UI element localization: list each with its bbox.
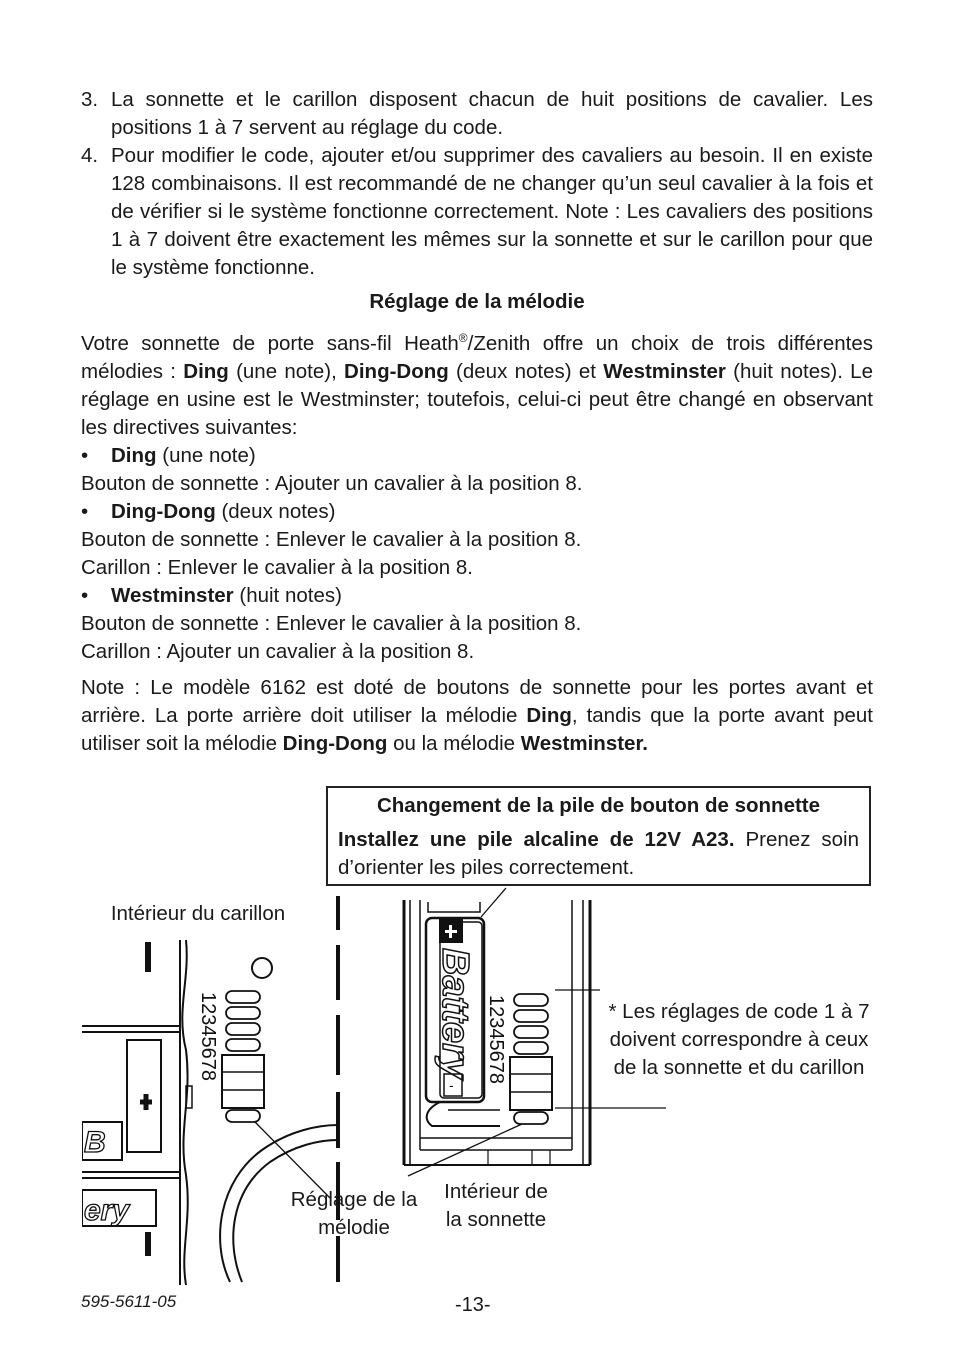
button-jumper-numbers: 12345678 <box>485 995 507 1084</box>
option-line: Bouton de sonnette : Enlever le cavalier à la position 8. <box>81 527 582 551</box>
button-interior-label: Intérieur de la sonnette <box>444 1180 548 1231</box>
bullet-icon: • <box>81 583 89 607</box>
code-note-label: * Les réglages de code 1 à 7 doivent correspondre à ceux de la sonnette et du carillon <box>608 1000 870 1079</box>
melody-option-ding-dong: • Ding-Dong (deux notes) Bouton de sonnette : Enlever le cavalier à la position 8. Carillon : Enlever le cavalier à la position 8. <box>81 498 873 582</box>
option-line: Carillon : Enlever le cavalier à la position 8. <box>81 555 473 579</box>
bullet-icon: • <box>81 499 89 523</box>
plus-terminal-icon <box>439 919 463 943</box>
step-text: Pour modifier le code, ajouter et/ou supprimer des cavaliers au besoin. Il en existe 128 combinaisons. Il est recommandé de ne changer qu’un seul cavalier à la fois et de vérifier si le système fonctionne correctement. Note : Les cavaliers des positions 1 à 7 doivent être exactement les mêmes sur la sonnette et sur le carillon pour que le système fonctionne. <box>111 144 873 279</box>
melody-intro: Votre sonnette de porte sans-fil Heath®/Zenith offre un choix de trois différentes mélodies : Ding (une note), Ding-Dong (deux notes) et Westminster (huit notes). Le réglage en usine est le Westminster; toutefois, celui-ci peut être changé en observant les directives suivantes: <box>81 331 873 439</box>
battery-replacement-box <box>326 786 871 886</box>
battery-label: Battery <box>434 948 476 1079</box>
option-line: Bouton de sonnette : Ajouter un cavalier à la position 8. <box>81 471 583 495</box>
step-number: 3. <box>81 88 99 111</box>
melody-option-westminster: • Westminster (huit notes) Bouton de sonnette : Enlever le cavalier à la position 8. Carillon : Ajouter un cavalier à la position 8. <box>81 582 873 666</box>
bullet-icon: • <box>81 443 89 467</box>
step-number: 4. <box>81 144 99 167</box>
battery-fragment-b: B <box>84 1126 106 1159</box>
melody-section-title: Réglage de la mélodie <box>369 290 585 313</box>
page-number: -13- <box>455 1294 491 1316</box>
option-line: Carillon : Ajouter un cavalier à la position 8. <box>81 639 475 663</box>
option-line: Bouton de sonnette : Enlever le cavalier à la position 8. <box>81 611 582 635</box>
battery-box-title: Changement de la pile de bouton de sonnette <box>376 794 821 817</box>
chime-jumper-numbers: 12345678 <box>197 992 219 1081</box>
document-code: 595-5611-05 <box>81 1292 177 1311</box>
battery-box-text: Installez une pile alcaline de 12V A23. Prenez soin d’orienter les piles correctement. <box>338 828 859 879</box>
registered-mark: ® <box>458 331 468 345</box>
step-text: La sonnette et le carillon disposent chacun de huit positions de cavalier. Les positions 1 à 7 servent au réglage du code. <box>111 88 873 139</box>
melody-option-ding: • Ding (une note) Bouton de sonnette : Ajouter un cavalier à la position 8. <box>81 442 873 498</box>
battery-minus-label: - <box>449 1077 454 1093</box>
model-note: Note : Le modèle 6162 est doté de boutons de sonnette pour les portes avant et arrière. La porte arrière doit utiliser la mélodie Ding, tandis que la porte avant peut utiliser soit la mélodie Ding-Dong ou la mélodie Westminster. <box>81 675 873 755</box>
melody-setting-label: Réglage de la mélodie <box>290 1188 418 1239</box>
chime-interior-label: Intérieur du carillon <box>110 902 286 925</box>
battery-fragment-ery: ery <box>84 1194 130 1227</box>
